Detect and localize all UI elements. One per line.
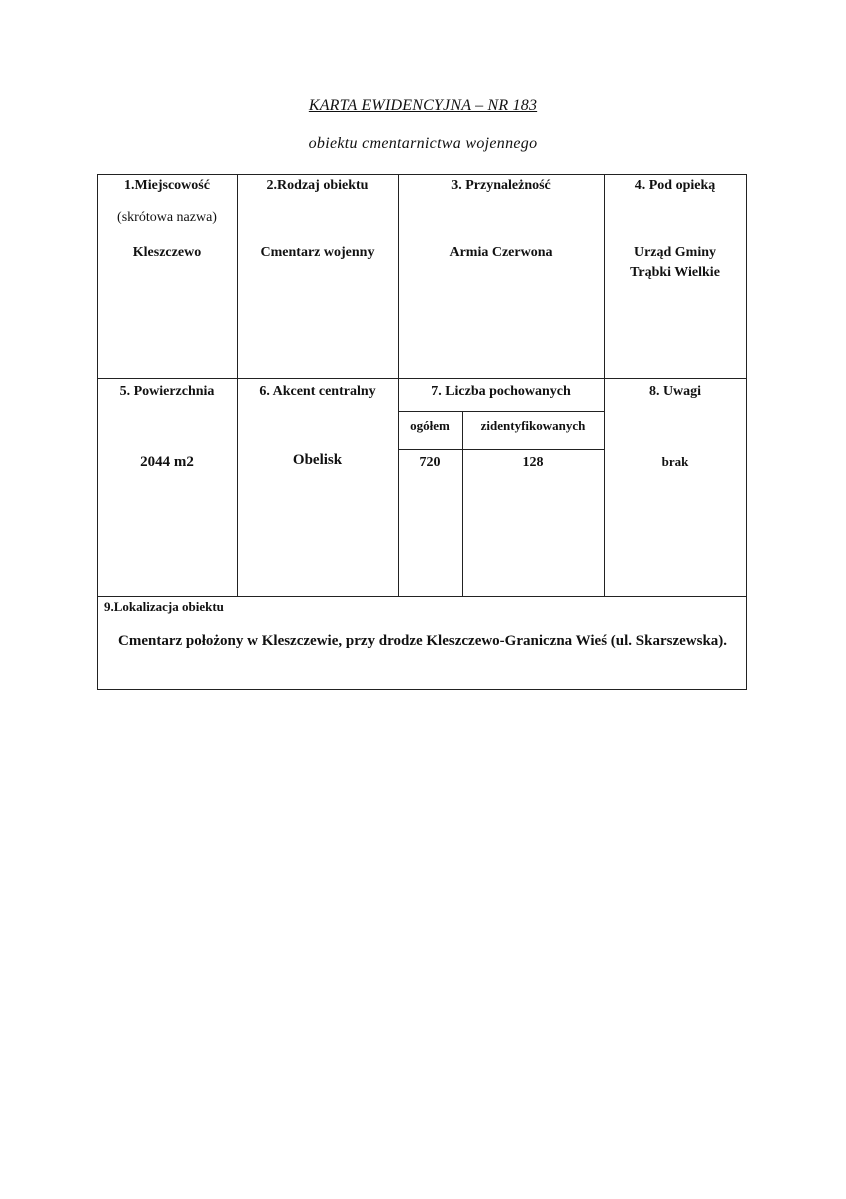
akcent-centralny-value: Obelisk: [292, 452, 343, 468]
card-title: KARTA EWIDENCYJNA – NR 183: [308, 97, 538, 114]
uwagi-value: brak: [661, 454, 689, 469]
table-border-row2: [97, 596, 747, 597]
table-border-right: [746, 174, 747, 690]
liczba-pochowanych-label: 7. Liczba pochowanych: [431, 384, 571, 399]
pod-opieka-label: 4. Pod opieką: [634, 178, 716, 193]
table-border-bottom: [97, 689, 747, 690]
powierzchnia-value: 2044 m2: [140, 454, 194, 470]
table-border-sub-mid: [398, 449, 604, 450]
lokalizacja-label: 9.Lokalizacja obiektu: [104, 599, 224, 614]
miejscowosc-sublabel: (skrótowa nazwa): [117, 210, 217, 225]
akcent-centralny-label: 6. Akcent centralny: [259, 384, 376, 399]
table-border-row1: [97, 378, 747, 379]
zidentyfikowanych-value: 128: [522, 455, 544, 470]
pod-opieka-value-line2: Trąbki Wielkie: [630, 265, 720, 280]
table-divider-sub: [462, 411, 463, 596]
ogolem-value: 720: [419, 455, 441, 470]
pod-opieka-value-line1: Urząd Gminy: [633, 245, 717, 260]
table-border-sub-top: [398, 411, 604, 412]
card-subtitle: obiektu cmentarnictwa wojennego: [308, 135, 538, 152]
powierzchnia-label: 5. Powierzchnia: [119, 384, 215, 399]
miejscowosc-value: Kleszczewo: [132, 245, 202, 260]
table-border-top: [97, 174, 747, 175]
zidentyfikowanych-label: zidentyfikowanych: [480, 418, 586, 433]
rodzaj-obiektu-label: 2.Rodzaj obiektu: [266, 178, 369, 193]
przynaleznosc-label: 3. Przynależność: [451, 178, 551, 193]
uwagi-label: 8. Uwagi: [648, 384, 702, 399]
lokalizacja-text: Cmentarz położony w Kleszczewie, przy drodze Kleszczewo-Graniczna Wieś (ul. Skarszewska).: [118, 633, 728, 649]
ogolem-label: ogółem: [410, 418, 450, 433]
przynaleznosc-value: Armia Czerwona: [449, 245, 553, 260]
miejscowosc-label: 1.Miejscowość: [124, 178, 210, 193]
rodzaj-obiektu-value: Cmentarz wojenny: [260, 245, 375, 260]
